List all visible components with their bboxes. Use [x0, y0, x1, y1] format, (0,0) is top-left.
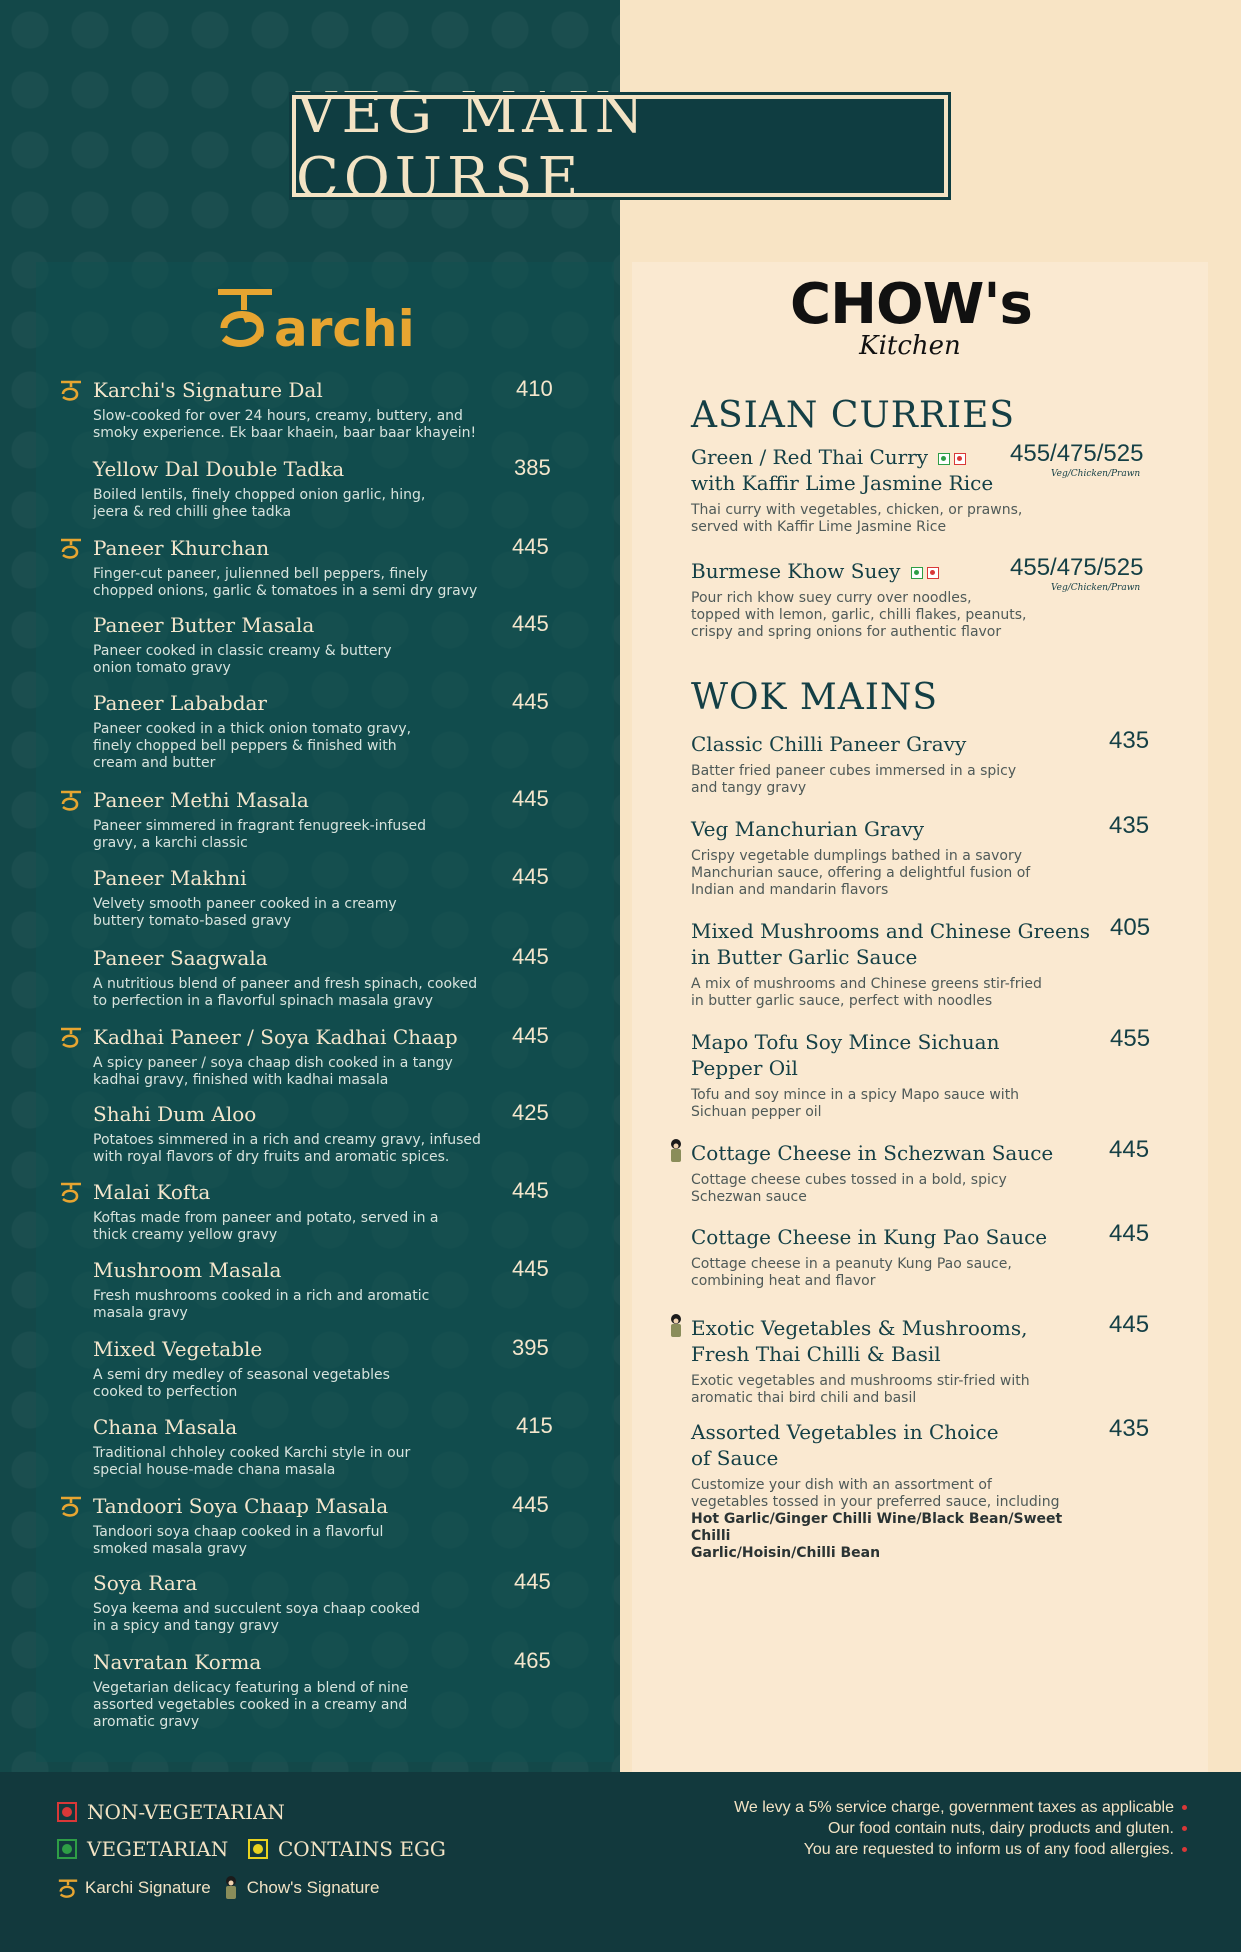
svg-text:archi: archi [274, 300, 415, 358]
menu-item-description: Tofu and soy mince in a spicy Mapo sauce with Sichuan pepper oil [691, 1087, 1020, 1120]
menu-item [93, 1650, 513, 1731]
menu-item-description: Cottage cheese in a peanuty Kung Pao sauce, combining heat and flavor [691, 1256, 1012, 1289]
page-title-box [292, 81, 948, 211]
menu-item-price: 435 [1109, 727, 1150, 754]
menu-item-name: Paneer Butter Masala [93, 613, 315, 637]
menu-item-price: 385 [514, 455, 551, 480]
menu-item-name: Navratan Korma [93, 1650, 262, 1674]
menu-item-price: 455/475/525 [1010, 554, 1144, 581]
menu-item [691, 731, 1091, 797]
karchi-signature-icon [59, 1180, 83, 1204]
menu-item-name: Malai Kofta [93, 1180, 211, 1204]
menu-item-price: 445 [512, 611, 549, 636]
menu-item-price: 425 [512, 1100, 549, 1125]
menu-item-description: Velvety smooth paneer cooked in a creamy buttery tomato-based gravy [93, 896, 397, 929]
menu-item [93, 536, 513, 600]
legend-egg [248, 1837, 446, 1861]
menu-item-name: Yellow Dal Double Tadka [93, 457, 345, 481]
legend-signatures [57, 1875, 379, 1901]
menu-item-name: Classic Chilli Paneer Gravy [691, 732, 967, 756]
menu-item-description: Finger-cut paneer, julienned bell peppers, finely chopped onions, garlic & tomatoes in a semi dry gravy [93, 566, 478, 599]
menu-item [93, 946, 513, 1010]
menu-item-description: Crispy vegetable dumplings bathed in a savory Manchurian sauce, offering a delightful fusion of Indian and mandarin flavors [691, 848, 1031, 898]
menu-item-description: Paneer cooked in classic creamy & buttery onion tomato gravy [93, 643, 392, 676]
menu-item-price: 395 [512, 1335, 549, 1360]
non-veg-icon [927, 567, 939, 579]
menu-item-name: Chana Masala [93, 1415, 238, 1439]
menu-item-price: 445 [512, 1492, 549, 1517]
menu-item-description: Pour rich khow suey curry over noodles, topped with lemon, garlic, chilli flakes, peanuts, crispy and spring onions for authentic flavor [691, 590, 1027, 640]
menu-item-price: 455 [1110, 1025, 1151, 1052]
wok-mains-heading: WOK MAINS [691, 677, 939, 718]
menu-item-price: 445 [512, 1023, 549, 1048]
menu-item [93, 1337, 513, 1401]
veg-icon [57, 1839, 77, 1859]
legend-non-veg [57, 1800, 285, 1824]
menu-item-name: Assorted Vegetables in Choice of Sauce [691, 1420, 999, 1470]
menu-item [691, 1224, 1091, 1290]
menu-item-name: Karchi's Signature Dal [93, 378, 323, 402]
page-title: VEG MAIN COURSE [296, 81, 649, 211]
menu-item-price: 445 [1109, 1136, 1150, 1163]
menu-item [691, 1315, 1091, 1407]
menu-item-price: 405 [1110, 914, 1151, 941]
menu-item [93, 691, 513, 772]
chows-logo-subtitle: Kitchen [859, 331, 961, 361]
menu-item-description: Cottage cheese cubes tossed in a bold, spicy Schezwan sauce [691, 1172, 1007, 1205]
note-line: Our food contain nuts, dairy products and gluten. [627, 1818, 1187, 1839]
karchi-signature-icon [59, 1494, 83, 1518]
karchi-logo-image [210, 280, 420, 360]
footer-notes [627, 1797, 1187, 1860]
menu-item-description: Customize your dish with an assortment of vegetables tossed in your preferred sauce, including Hot Garlic/Ginger Chilli Wine/Black Bean/Sweet Chilli Garlic/Hoisin/Chilli Bean [691, 1477, 1063, 1561]
karchi-signature-icon [59, 1025, 83, 1049]
menu-item [93, 1180, 513, 1244]
karchi-signature-icon [59, 788, 83, 812]
menu-item [93, 1025, 513, 1089]
menu-item-description: Potatoes simmered in a rich and creamy gravy, infused with royal flavors of dry fruits and aromatic spices. [93, 1132, 481, 1165]
menu-item-name: Soya Rara [93, 1571, 198, 1595]
menu-item-name: Veg Manchurian Gravy [691, 817, 925, 841]
menu-item-description: A semi dry medley of seasonal vegetables cooked to perfection [93, 1367, 390, 1400]
menu-item [691, 1140, 1091, 1206]
menu-item-name: Mushroom Masala [93, 1258, 282, 1282]
legend-non-veg-label: NON-VEGETARIAN [87, 1800, 285, 1824]
menu-item-description: Slow-cooked for over 24 hours, creamy, buttery, and smoky experience. Ek baar khaein, baar baar khayein! [93, 408, 477, 441]
menu-item-description: Paneer simmered in fragrant fenugreek-infused gravy, a karchi classic [93, 818, 427, 851]
menu-item-description: A spicy paneer / soya chaap dish cooked in a tangy kadhai gravy, finished with kadhai masala [93, 1055, 453, 1088]
menu-item-name: Burmese Khow Suey [691, 558, 1091, 584]
menu-item-price: 410 [516, 376, 553, 401]
veg-icon [911, 567, 923, 579]
menu-item [93, 788, 513, 852]
non-veg-icon [954, 453, 966, 465]
menu-item-description: Traditional chholey cooked Karchi style in our special house-made chana masala [93, 1445, 411, 1478]
menu-item-description: Vegetarian delicacy featuring a blend of nine assorted vegetables cooked in a creamy and aromatic gravy [93, 1680, 409, 1730]
legend-veg-label: VEGETARIAN [87, 1837, 229, 1861]
menu-item-name: Kadhai Paneer / Soya Kadhai Chaap [93, 1025, 458, 1049]
menu-item-name: Paneer Methi Masala [93, 788, 309, 812]
menu-item-name: Tandoori Soya Chaap Masala [93, 1494, 389, 1518]
menu-item-name: Exotic Vegetables & Mushrooms, Fresh Thai Chilli & Basil [691, 1316, 1028, 1366]
chows-logo [790, 272, 1032, 370]
menu-item-price: 465 [514, 1648, 551, 1673]
menu-item-price: 445 [512, 534, 549, 559]
menu-item-description: Paneer cooked in a thick onion tomato gravy, finely chopped bell peppers & finished with cream and butter [93, 721, 412, 771]
non-veg-icon [57, 1802, 77, 1822]
chows-signature-label: Chow's Signature [246, 1878, 380, 1897]
karchi-signature-icon [57, 1877, 79, 1899]
menu-item-name: Paneer Khurchan [93, 536, 270, 560]
veg-icon [938, 453, 950, 465]
menu-item-price: 445 [512, 1256, 549, 1281]
menu-item [93, 613, 513, 677]
chows-signature-icon [668, 1138, 684, 1164]
menu-item [691, 1419, 1091, 1562]
menu-item [93, 866, 513, 930]
menu-item-name: Paneer Saagwala [93, 946, 268, 970]
menu-item-price: 445 [512, 1178, 549, 1203]
menu-item-name: Mixed Mushrooms and Chinese Greens in Butter Garlic Sauce [691, 919, 1090, 969]
menu-item-price: 435 [1109, 1415, 1150, 1442]
menu-item [93, 457, 513, 521]
menu-item [691, 918, 1091, 1010]
menu-item-name: Cottage Cheese in Kung Pao Sauce [691, 1225, 1048, 1249]
karchi-signature-icon [59, 536, 83, 560]
menu-item-price: 445 [512, 864, 549, 889]
menu-item-description: Koftas made from paneer and potato, served in a thick creamy yellow gravy [93, 1210, 439, 1243]
note-line: We levy a 5% service charge, government taxes as applicable [627, 1797, 1187, 1818]
menu-item [93, 1102, 513, 1166]
menu-item-price: 445 [512, 689, 549, 714]
menu-item-description: Thai curry with vegetables, chicken, or prawns, served with Kaffir Lime Jasmine Rice [691, 502, 1023, 535]
menu-item-name: Paneer Makhni [93, 866, 247, 890]
menu-item-price: 445 [514, 1569, 551, 1594]
menu-item [691, 816, 1091, 899]
menu-item-description: Fresh mushrooms cooked in a rich and aromatic masala gravy [93, 1288, 430, 1321]
menu-item [93, 1415, 513, 1479]
chows-signature-icon [668, 1313, 684, 1339]
menu-item-price: 445 [1109, 1220, 1150, 1247]
menu-item [93, 1494, 513, 1558]
menu-item-name: Mixed Vegetable [93, 1337, 263, 1361]
menu-item [93, 378, 513, 442]
menu-item-name: Green / Red Thai Curry with Kaffir Lime Jasmine Rice [691, 445, 994, 495]
menu-item-description: Batter fried paneer cubes immersed in a spicy and tangy gravy [691, 763, 1017, 796]
menu-item-description: Tandoori soya chaap cooked in a flavorful smoked masala gravy [93, 1524, 384, 1557]
menu-item-name: Cottage Cheese in Schezwan Sauce [691, 1141, 1054, 1165]
menu-item-description: Soya keema and succulent soya chaap cooked in a spicy and tangy gravy [93, 1601, 420, 1634]
karchi-logo [210, 280, 420, 360]
chows-logo-title: CHOW's [790, 272, 1032, 337]
menu-item-name: Shahi Dum Aloo [93, 1102, 257, 1126]
menu-item-name: Paneer Lababdar [93, 691, 267, 715]
menu-item-price: 415 [516, 1413, 553, 1438]
menu-item-price: 435 [1109, 812, 1150, 839]
menu-item [93, 1258, 513, 1322]
menu-item-price: 445 [512, 944, 549, 969]
menu-item-description: A mix of mushrooms and Chinese greens stir-fried in butter garlic sauce, perfect with noodles [691, 976, 1042, 1009]
menu-item-description: Boiled lentils, finely chopped onion garlic, hing, jeera & red chilli ghee tadka [93, 487, 426, 520]
menu-item-description: Exotic vegetables and mushrooms stir-fried with aromatic thai bird chili and basil [691, 1373, 1030, 1406]
menu-item-price-note: Veg/Chicken/Prawn [1051, 469, 1141, 479]
legend-veg [57, 1837, 228, 1861]
menu-item-price: 445 [1109, 1311, 1150, 1338]
menu-item [93, 1571, 513, 1635]
menu-item-description: A nutritious blend of paneer and fresh spinach, cooked to perfection in a flavorful spinach masala gravy [93, 976, 478, 1009]
egg-icon [248, 1839, 268, 1859]
menu-item-name: Mapo Tofu Soy Mince Sichuan Pepper Oil [691, 1030, 1000, 1080]
chows-signature-icon [223, 1875, 239, 1901]
menu-item-price: 455/475/525 [1010, 440, 1144, 467]
note-line: You are requested to inform us of any food allergies. [627, 1839, 1187, 1860]
karchi-signature-icon [59, 378, 83, 402]
legend-egg-label: CONTAINS EGG [278, 1837, 446, 1861]
menu-item [691, 1029, 1091, 1121]
menu-item-price-note: Veg/Chicken/Prawn [1051, 583, 1141, 593]
asian-curries-heading: ASIAN CURRIES [691, 395, 1016, 436]
menu-item-price: 445 [512, 786, 549, 811]
karchi-signature-label: Karchi Signature [85, 1878, 211, 1897]
